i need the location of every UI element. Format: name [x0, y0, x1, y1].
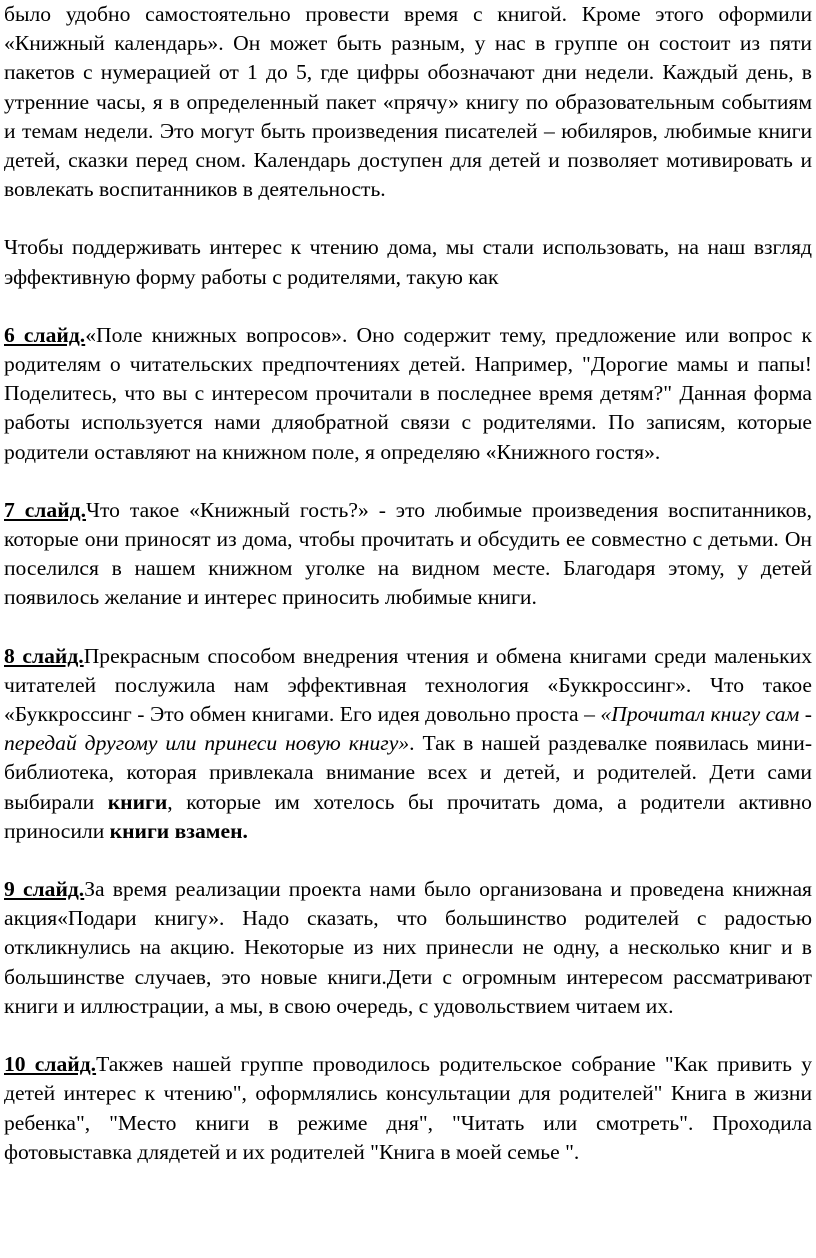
- slide-7-label: 7 слайд.: [4, 497, 86, 522]
- slide-8-text-a: Прекрасным способом внедрения чтения и обмена книгами среди маленьких читателей послужила нам эффективная технология «Буккроссинг». Что такое «Буккроссинг - Это обмен книгами. Его идея довольно проста –: [4, 643, 812, 727]
- paragraph-slide-7: [4, 496, 812, 613]
- paragraph-slide-10: [4, 1050, 812, 1167]
- slide-10-label: 10 слайд.: [4, 1052, 97, 1077]
- slide-8-text-c: , которые им хотелось бы прочитать дома, а родители активно приносили: [4, 789, 812, 843]
- slide-8-text-b: . Так в нашей раздевалке появилась мини- библиотека, которая привлекала внимание всех и детей, и родителей. Дети сами выбирали: [4, 731, 813, 814]
- slide-8-bold-books-in-return: книги взамен.: [109, 818, 248, 843]
- slide-9-text: За время реализации проекта нами было организована и проведена книжная акция«Подари книгу». Надо сказать, что большинство родителей с радостью откликнулись на акцию. Некоторые из них принесли не одну, а несколько книг и в большинстве случаев, это новые книги.Дети с огромным интересом рассматривают книги и иллюстрации, а мы, в свою очередь, с удовольствием читаем их.: [4, 877, 812, 1018]
- paragraph-slide-6: [4, 321, 812, 467]
- paragraph-slide-8: [4, 642, 812, 846]
- paragraph-slide-9: [4, 875, 812, 1021]
- slide-8-italic-quote: «Прочитал книгу сам - передай другому или принеси новую книгу»: [4, 702, 812, 756]
- slide-6-label: 6 слайд.: [4, 322, 86, 347]
- slide-9-label: 9 слайд.: [4, 877, 85, 902]
- slide-8-label: 8 слайд.: [4, 643, 84, 668]
- paragraph-reading-at-home: Чтобы поддерживать интерес к чтению дома, мы стали использовать, на наш взгляд эффективную форму работы с родителями, такую как: [4, 235, 812, 289]
- slide-6-text: «Поле книжных вопросов». Оно содержит тему, предложение или вопрос к родителям о читательских предпочтениях детей. Например, "Дорогие мамы и папы! Поделитесь, что вы с интересом прочитали в последнее время детям?" Данная форма работы используется нами дляобратной связи с родителями. По записям, которые родители оставляют на книжном поле, я определяю «Книжного гостя».: [4, 322, 812, 464]
- slide-7-text: Что такое «Книжный гость?» - это любимые произведения воспитанников, которые они приносят из дома, чтобы прочитать и обсудить ее совместно с детьми. Он поселился в нашем книжном уголке на видном месте. Благодаря этому, у детей появилось желание и интерес приносить любимые книги.: [4, 497, 812, 610]
- slide-8-bold-books: книги: [107, 789, 168, 814]
- paragraph-book-calendar: было удобно самостоятельно провести время с книгой. Кроме этого оформили «Книжный календарь». Он может быть разным, у нас в группе он состоит из пяти пакетов с нумерацией от 1 до 5, где цифры обозначают дни недели. Каждый день, в утренние часы, я в определенный пакет «прячу» книгу по образовательным событиям и темам недели. Это могут быть произведения писателей – юбиляров, любимые книги детей, сказки перед сном. Календарь доступен для детей и позволяет мотивировать и вовлекать воспитанников в деятельность.: [4, 2, 812, 202]
- slide-10-text: Такжев нашей группе проводилось родительское собрание "Как привить у детей интерес к чтению", оформлялись консультации для родителей" Книга в жизни ребенка", "Место книги в режиме дня", "Читать или смотреть". Проходила фотовыставка длядетей и их родителей "Книга в моей семье ".: [4, 1052, 812, 1164]
